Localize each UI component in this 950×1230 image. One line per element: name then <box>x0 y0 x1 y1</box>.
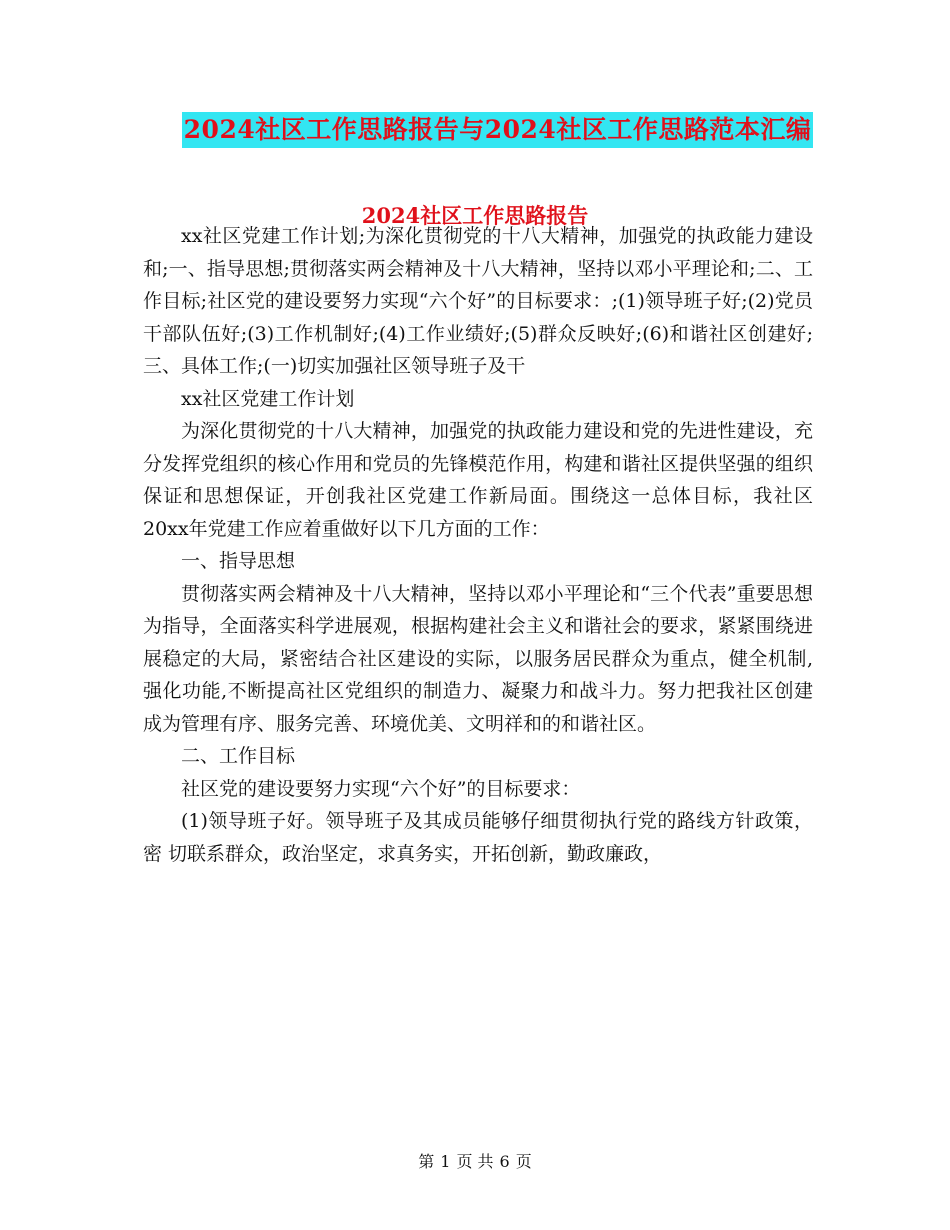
footer-prefix: 第 <box>418 1152 435 1171</box>
footer-mid: 页 共 <box>456 1152 494 1171</box>
footer-suffix: 页 <box>515 1152 532 1171</box>
paragraph-intro: 为深化贯彻党的十八大精神，加强党的执政能力建设和党的先进性建设，充分发挥党组织的核心作用和党员的先锋模范作用，构建和谐社区提供坚强的组织保证和思想保证，开创我社区党建工作新局面。围绕这一总体目标，我社区20xx年党建工作应着重做好以下几方面的工作： <box>143 420 813 540</box>
paragraph-goals-intro: 社区党的建设要努力实现“六个好”的目标要求： <box>181 777 581 800</box>
page-footer <box>0 1150 950 1174</box>
heading-work-goals: 二、工作目标 <box>181 745 296 767</box>
paragraph-goal-1: (1)领导班子好。领导班子及其成员能够仔细贯彻执行党的路线方针政策，密 切联系群众，政治坚定，求真务实，开拓创新，勤政廉政， <box>143 810 813 865</box>
main-title: 2024社区工作思路报告与2024社区工作思路范本汇编 <box>182 112 814 148</box>
footer-page-number: 1 <box>440 1152 451 1171</box>
section-title: 2024社区工作思路报告 <box>361 203 589 228</box>
footer-total-pages: 6 <box>499 1152 510 1171</box>
main-title-container <box>0 112 950 148</box>
heading-guiding-thought: 一、指导思想 <box>181 550 296 572</box>
document-body <box>143 220 813 870</box>
paragraph-summary: xx社区党建工作计划;为深化贯彻党的十八大精神，加强党的执政能力建设和;一、指导思想;贯彻落实两会精神及十八大精神，坚持以邓小平理论和;二、工作目标;社区党的建设要努力实现“六个好”的目标要求：;(1)领导班子好;(2)党员干部队伍好;(3)工作机制好;(4)工作业绩好;(5)群众反映好;(6)和谐社区创建好;三、具体工作;(一)切实加强社区领导班子及干 <box>143 225 813 377</box>
paragraph-plan-title: xx社区党建工作计划 <box>181 387 355 410</box>
paragraph-guiding-thought: 贯彻落实两会精神及十八大精神，坚持以邓小平理论和“三个代表”重要思想为指导，全面落实科学进展观，根据构建社会主义和谐社会的要求，紧紧围绕进展稳定的大局，紧密结合社区建设的实际，以服务居民群众为重点，健全机制,强化功能,不断提高社区党组织的制造力、凝聚力和战斗力。努力把我社区创建成为管理有序、服务完善、环境优美、文明祥和的和谐社区。 <box>143 582 813 735</box>
